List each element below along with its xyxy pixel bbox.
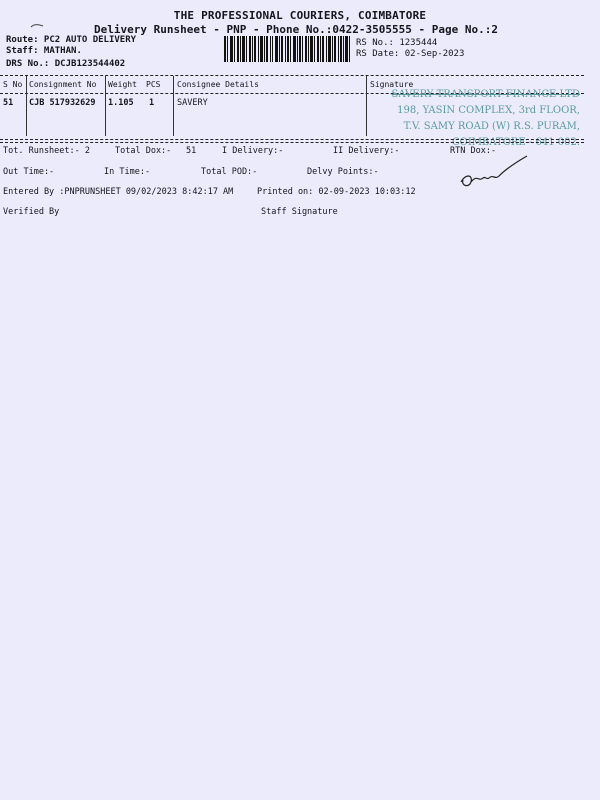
total-pod: Total POD:- <box>201 167 258 177</box>
rtn-dox: RTN Dox:- <box>450 146 497 156</box>
stamp-line: COIMBATORE - 641 002. <box>451 137 580 148</box>
table-bottom-rule-2 <box>0 142 584 143</box>
runsheet-subtitle: Delivery Runsheet - PNP - Phone No.:0422-3505555 - Page No.:2 <box>94 23 498 36</box>
drs-number: DRS No.: DCJB123544402 <box>6 59 126 69</box>
table-bottom-rule <box>0 139 584 140</box>
entered-by: Entered By :PNPRUNSHEET 09/02/2023 8:42:17 AM <box>3 187 234 197</box>
table-top-rule <box>0 75 584 76</box>
company-title: THE PROFESSIONAL COURIERS, COIMBATORE <box>173 9 427 22</box>
col-header-sno: S No <box>3 80 23 89</box>
staff-signature: Staff Signature <box>261 207 338 217</box>
col-header-pcs: PCS <box>146 80 161 89</box>
total-dox-label: Total Dox:- <box>115 146 172 156</box>
stamp-line: T.V. SAMY ROAD (W) R.S. PURAM, <box>403 121 580 132</box>
scan-mark <box>30 23 44 29</box>
rs-date: RS Date: 02-Sep-2023 <box>356 49 465 59</box>
row-sno: 51 <box>3 98 14 108</box>
col-header-consignment: Consignment No <box>29 80 97 89</box>
in-time: In Time:- <box>104 167 151 177</box>
stamp-line: SAVERY TRANSPORT FINANCE LTD <box>391 89 580 100</box>
delivery-points: Delvy Points:- <box>307 167 379 177</box>
row-consignee: SAVERY <box>177 98 208 108</box>
handwritten-signature <box>455 152 535 192</box>
col-header-consignee: Consignee Details <box>177 80 259 89</box>
route-label: Route: PC2 AUTO DELIVERY <box>6 35 137 45</box>
barcode <box>224 36 350 62</box>
total-runsheet: Tot. Runsheet:- 2 <box>3 146 90 156</box>
column-divider <box>173 76 174 136</box>
column-divider <box>26 76 27 136</box>
col-header-weight: Weight <box>108 80 137 89</box>
rs-number: RS No.: 1235444 <box>356 38 438 48</box>
printed-on: Printed on: 02-09-2023 10:03:12 <box>257 187 416 197</box>
row-consignment-no: CJB 517932629 <box>29 98 96 108</box>
row-weight: 1.105 <box>108 98 134 108</box>
staff-label: Staff: MATHAN. <box>6 46 82 56</box>
column-divider <box>105 76 106 136</box>
column-divider <box>366 76 367 136</box>
row-pcs: 1 <box>149 98 155 108</box>
ii-delivery: II Delivery:- <box>333 146 400 156</box>
col-header-signature: Signature <box>370 80 414 89</box>
out-time: Out Time:- <box>3 167 55 177</box>
total-dox-value: 51 <box>186 146 197 156</box>
stamp-line: 198, YASIN COMPLEX, 3rd FLOOR, <box>397 105 580 116</box>
i-delivery: I Delivery:- <box>222 146 284 156</box>
verified-by: Verified By <box>3 207 60 217</box>
